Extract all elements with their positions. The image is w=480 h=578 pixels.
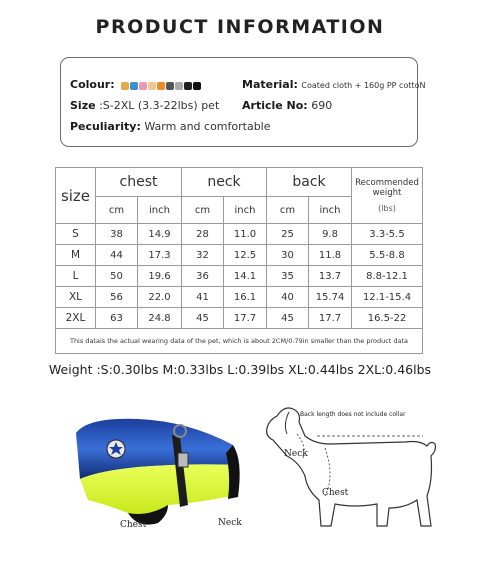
colour-swatches xyxy=(121,79,202,92)
size-value: :S-2XL (3.3-22lbs) pet xyxy=(99,99,220,112)
cell-neck-cm: 28 xyxy=(182,224,224,245)
cell-weight: 5.5-8.8 xyxy=(352,245,423,266)
cell-back-cm: 35 xyxy=(267,266,309,287)
rec-header-line2: weight xyxy=(372,187,402,198)
neck-header: neck xyxy=(182,168,267,197)
peculiarity-label: Peculiarity: xyxy=(70,120,141,133)
cell-back-cm: 45 xyxy=(267,308,309,329)
product-info-box xyxy=(60,57,426,147)
dog-neck-label: Neck xyxy=(284,449,308,459)
cell-back-inch: 15.74 xyxy=(309,287,352,308)
chest-cm-unit: cm xyxy=(96,197,138,224)
peculiarity-value: Warm and comfortable xyxy=(144,120,271,133)
cell-neck-cm: 36 xyxy=(182,266,224,287)
table-row-xl xyxy=(56,287,423,308)
cell-chest-cm: 44 xyxy=(96,245,138,266)
table-row-2xl xyxy=(56,308,423,329)
cell-size: 2XL xyxy=(56,308,96,329)
colour-swatch xyxy=(184,82,192,90)
back-inch-unit: inch xyxy=(309,197,352,224)
material-line xyxy=(242,78,426,91)
cell-back-inch: 11.8 xyxy=(309,245,352,266)
cell-neck-cm: 45 xyxy=(182,308,224,329)
colour-label: Colour: xyxy=(70,78,115,91)
garment-weight-line: Weight :S:0.30lbs M:0.33lbs L:0.39lbs XL:0.44lbs 2XL:0.46lbs xyxy=(48,362,432,377)
jacket-buckle xyxy=(178,453,188,467)
colour-swatch xyxy=(121,82,129,90)
cell-chest-cm: 38 xyxy=(96,224,138,245)
cell-back-cm: 25 xyxy=(267,224,309,245)
cell-chest-cm: 63 xyxy=(96,308,138,329)
jacket-chest-label: Chest xyxy=(120,520,147,530)
table-row-m xyxy=(56,245,423,266)
cell-neck-inch: 12.5 xyxy=(224,245,267,266)
cell-neck-inch: 14.1 xyxy=(224,266,267,287)
cell-chest-cm: 50 xyxy=(96,266,138,287)
cell-back-cm: 30 xyxy=(267,245,309,266)
table-row-s xyxy=(56,224,423,245)
size-line xyxy=(70,99,219,112)
neck-cm-unit: cm xyxy=(182,197,224,224)
cell-size: XL xyxy=(56,287,96,308)
colour-line xyxy=(70,78,202,92)
colour-swatch xyxy=(166,82,174,90)
table-row-l xyxy=(56,266,423,287)
cell-weight: 8.8-12.1 xyxy=(352,266,423,287)
material-label: Material: xyxy=(242,78,298,91)
cell-neck-cm: 32 xyxy=(182,245,224,266)
cell-neck-inch: 17.7 xyxy=(224,308,267,329)
cell-size: L xyxy=(56,266,96,287)
neck-inch-unit: inch xyxy=(224,197,267,224)
table-note: This datais the actual wearing data of the pet, which is about 2CM/0.79in smaller than the product data xyxy=(56,329,423,354)
cell-weight: 16.5-22 xyxy=(352,308,423,329)
cell-size: M xyxy=(56,245,96,266)
back-cm-unit: cm xyxy=(267,197,309,224)
dog-back-length-label: Back length does not include collar xyxy=(300,411,406,418)
size-label: Size xyxy=(70,99,96,112)
article-label: Article No: xyxy=(242,99,308,112)
cell-chest-inch: 24.8 xyxy=(138,308,182,329)
material-value: Coated cloth + 160g PP cottoN xyxy=(301,81,426,90)
cell-chest-inch: 14.9 xyxy=(138,224,182,245)
chest-inch-unit: inch xyxy=(138,197,182,224)
article-line xyxy=(242,99,332,112)
dog-chest-label: Chest xyxy=(322,488,349,498)
recommended-weight-header xyxy=(352,168,423,224)
cell-back-inch: 9.8 xyxy=(309,224,352,245)
cell-back-inch: 13.7 xyxy=(309,266,352,287)
dog-ear xyxy=(285,412,289,434)
colour-swatch xyxy=(139,82,147,90)
cell-chest-inch: 22.0 xyxy=(138,287,182,308)
cell-chest-inch: 19.6 xyxy=(138,266,182,287)
peculiarity-line xyxy=(70,120,271,133)
cell-weight: 12.1-15.4 xyxy=(352,287,423,308)
colour-swatch xyxy=(175,82,183,90)
cell-size: S xyxy=(56,224,96,245)
jacket-neck-label: Neck xyxy=(218,518,242,528)
cell-weight: 3.3-5.5 xyxy=(352,224,423,245)
colour-swatch xyxy=(157,82,165,90)
back-header: back xyxy=(267,168,352,197)
cell-neck-inch: 11.0 xyxy=(224,224,267,245)
rec-unit: (lbs) xyxy=(378,203,396,213)
cell-neck-cm: 41 xyxy=(182,287,224,308)
rec-header-line1: Recommended xyxy=(355,177,419,188)
dog-outline-illustration xyxy=(255,400,455,530)
page-title: PRODUCT INFORMATION xyxy=(95,16,385,38)
colour-swatch xyxy=(130,82,138,90)
size-header: size xyxy=(56,168,96,224)
cell-neck-inch: 16.1 xyxy=(224,287,267,308)
colour-swatch xyxy=(148,82,156,90)
colour-swatch xyxy=(193,82,201,90)
cell-back-cm: 40 xyxy=(267,287,309,308)
dog-silhouette xyxy=(267,408,436,526)
cell-chest-cm: 56 xyxy=(96,287,138,308)
cell-back-inch: 17.7 xyxy=(309,308,352,329)
chest-header: chest xyxy=(96,168,182,197)
cell-chest-inch: 17.3 xyxy=(138,245,182,266)
jacket-illustration xyxy=(68,405,268,535)
article-value: 690 xyxy=(311,99,333,112)
size-chart-table xyxy=(55,167,423,354)
